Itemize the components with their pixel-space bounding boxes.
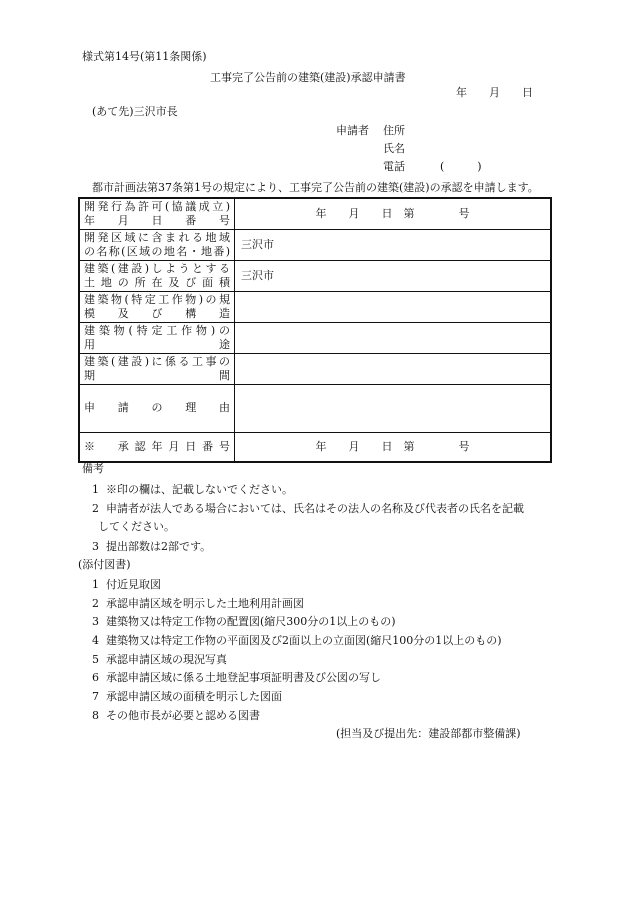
list-number: 1 (92, 578, 99, 591)
use-field[interactable] (235, 322, 552, 353)
list-text: 承認申請区域に係る土地登記事項証明書及び公図の写し (106, 671, 381, 684)
row-label-scale (79, 291, 235, 322)
row-label-line2: の名称(区域の地名・地番) (84, 244, 230, 258)
phone-parentheses: ( ) (440, 160, 482, 173)
row-label-line2: 模 及 び 構 造 (84, 306, 230, 320)
date-line: 年 月 日 (456, 86, 533, 99)
area-name-field[interactable]: 三沢市 (235, 229, 552, 260)
reason-field[interactable] (235, 384, 552, 432)
list-item (98, 520, 175, 534)
row-label-line1: 建築(建設)しようとする (84, 261, 230, 275)
row-label-reason (79, 384, 235, 432)
attachments-heading: (添付図書) (78, 558, 131, 571)
construction-period-field[interactable] (235, 353, 552, 384)
row-label-period (79, 353, 235, 384)
row-label-area-name (79, 229, 235, 260)
location-area-field[interactable]: 三沢市 (235, 260, 552, 291)
address-label: 住所 (383, 124, 405, 137)
list-item (92, 483, 293, 497)
document-title: 工事完了公告前の建築(建設)承認申請書 (210, 71, 406, 84)
contact-info: (担当及び提出先：建設部都市整備課) (336, 727, 521, 740)
row-label-permit (79, 198, 235, 229)
table-row (79, 291, 551, 322)
list-item (92, 540, 211, 554)
list-text: 承認申請区域を明示した土地利用計画図 (106, 597, 304, 610)
list-number: 3 (92, 615, 99, 628)
list-text: 承認申請区域の現況写真 (106, 653, 227, 666)
table-row (79, 229, 551, 260)
list-text: 建築物又は特定工作物の平面図及び2面以上の立面図(縮尺100分の1以上のもの) (106, 634, 502, 647)
phone-label: 電話 (383, 160, 405, 173)
list-item (92, 709, 260, 723)
list-item (92, 502, 524, 516)
application-form-table (78, 197, 552, 463)
list-text: 申請者が法人である場合においては、氏名はその法人の名称及び代表者の氏名を記載 (106, 502, 524, 515)
applicant-label: 申請者 (336, 124, 369, 137)
list-item (92, 597, 304, 611)
list-number: 1 (92, 483, 99, 496)
list-text: 付近見取図 (106, 578, 161, 591)
list-item (92, 653, 227, 667)
list-number: 2 (92, 502, 99, 515)
row-label-line1: ※ 承認年月日番号 (84, 439, 230, 453)
table-row (79, 198, 551, 229)
row-label-line1: 開発区域に含まれる地域 (84, 230, 230, 244)
list-item (92, 671, 381, 685)
list-text: 建築物又は特定工作物の配置図(縮尺300分の1以上のもの) (106, 615, 396, 628)
list-text: してください。 (98, 520, 175, 533)
permit-date-field[interactable]: 年 月 日 第 号 (235, 198, 552, 229)
table-row (79, 322, 551, 353)
approval-date-field: 年 月 日 第 号 (235, 432, 552, 462)
list-number: 6 (92, 671, 99, 684)
list-item (92, 634, 502, 648)
row-label-line1: 開発行為許可(協議成立) (84, 199, 230, 213)
row-label-line1: 建築物(特定工作物)の規 (84, 292, 230, 306)
list-number: 7 (92, 690, 99, 703)
row-label-use (79, 322, 235, 353)
row-label-line2: 土地の所在及び面積 (84, 275, 230, 289)
list-number: 5 (92, 653, 99, 666)
list-number: 8 (92, 709, 99, 722)
table-row (79, 353, 551, 384)
form-number: 様式第14号(第11条関係) (82, 50, 207, 63)
row-label-line1: 申 請 の 理 由 (84, 401, 230, 414)
table-row (79, 384, 551, 432)
list-item (92, 615, 396, 629)
table-row (79, 260, 551, 291)
row-label-line2: 年 月 日 番 号 (84, 213, 230, 227)
list-number: 4 (92, 634, 99, 647)
list-text: ※印の欄は、記載しないでください。 (106, 483, 293, 496)
list-number: 2 (92, 597, 99, 610)
list-number: 3 (92, 540, 99, 553)
table-row (79, 432, 551, 462)
list-text: 承認申請区域の面積を明示した図面 (106, 690, 282, 703)
list-text: 提出部数は2部です。 (106, 540, 212, 553)
row-label-line1: 建築(建設)に係る工事の (84, 354, 230, 368)
scale-structure-field[interactable] (235, 291, 552, 322)
intro-text: 都市計画法第37条第1号の規定により、工事完了公告前の建築(建設)の承認を申請します。 (92, 181, 539, 194)
list-text: その他市長が必要と認める図書 (106, 709, 260, 722)
notes-heading: 備考 (82, 462, 104, 475)
row-label-line2: 期 間 (84, 368, 230, 382)
addressee: (あて先)三沢市長 (92, 105, 178, 118)
row-label-approval (79, 432, 235, 462)
row-label-location (79, 260, 235, 291)
name-label: 氏名 (383, 142, 405, 155)
row-label-line1: 建築物(特定工作物)の (84, 323, 230, 337)
row-label-line2: 用 途 (84, 337, 230, 351)
list-item (92, 578, 161, 592)
list-item (92, 690, 282, 704)
